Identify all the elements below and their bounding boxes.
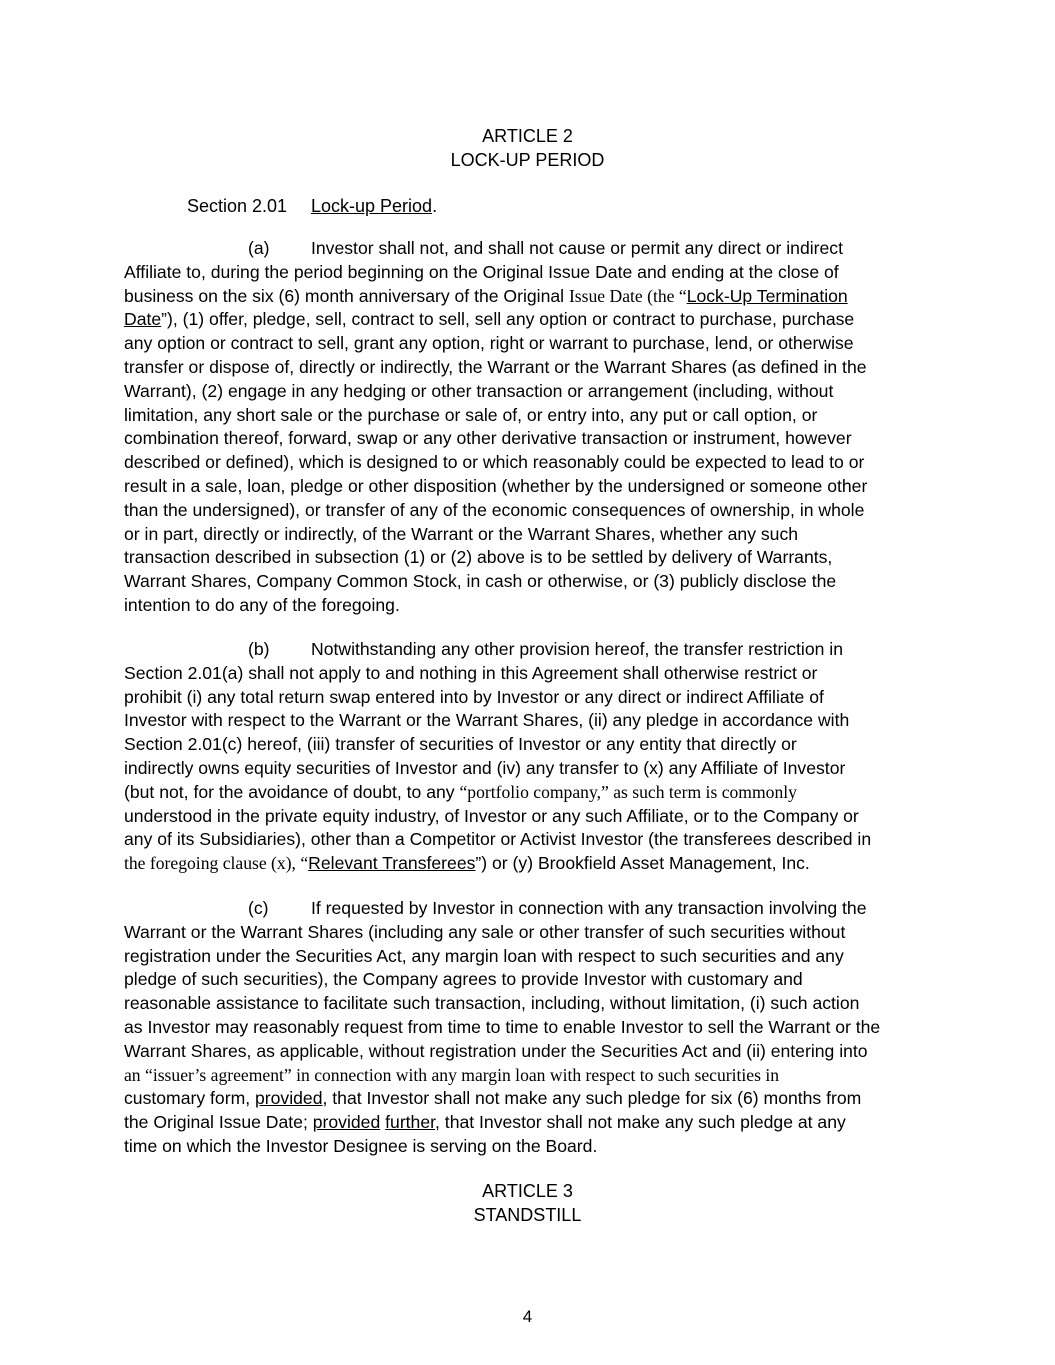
para-a-line: Date”), (1) offer, pledge, sell, contract to sell, sell any option or contract to purchase, purchase: [124, 309, 855, 330]
para-a-line: or in part, directly or indirectly, of the Warrant or the Warrant Shares, whether any such: [124, 523, 799, 544]
para-b-line: Investor with respect to the Warrant or the Warrant Shares, (ii) any pledge in accordance with: [124, 710, 850, 731]
para-c-line: Warrant Shares, as applicable, without registration under the Securities Act and (ii) entering into: [124, 1040, 868, 1061]
para-a-line: Affiliate to, during the period beginning on the Original Issue Date and ending at the close of: [124, 261, 839, 282]
para-c-line: Warrant or the Warrant Shares (including any sale or other transfer of such securities without: [124, 921, 846, 942]
section-number: Section 2.01: [187, 196, 288, 216]
para-a-line: intention to do any of the foregoing.: [124, 594, 400, 615]
para-b-marker: (b): [248, 639, 270, 659]
para-a-line: (a) Investor shall not, and shall not cause or permit any direct or indirect: [124, 237, 932, 261]
para-c-line: pledge of such securities), the Company agrees to provide Investor with customary and: [124, 969, 803, 990]
para-c-line: reasonable assistance to facilitate such transaction, including, without limitation, (i) such action: [124, 993, 860, 1014]
para-a-line: any option or contract to sell, grant any option, right or warrant to purchase, lend, or otherwise: [124, 333, 854, 354]
term-provided: provided: [255, 1088, 323, 1109]
term-provided: provided: [312, 1112, 381, 1133]
para-c-line: registration under the Securities Act, any margin loan with respect to such securities and any: [124, 945, 844, 966]
article-3-title: STANDSTILL: [473, 1205, 582, 1225]
para-b-line: Section 2.01(c) hereof, (iii) transfer of securities of Investor or any entity that directly or: [124, 734, 797, 755]
para-a-line: combination thereof, forward, swap or any other derivative transaction or instrument, however: [124, 428, 852, 449]
para-b-line: prohibit (i) any total return swap entered into by Investor or any direct or indirect Affiliate of: [124, 686, 824, 707]
para-c-line: time on which the Investor Designee is serving on the Board.: [124, 1135, 598, 1156]
article-2-heading: [0, 124, 1055, 172]
para-b-line: (but not, for the avoidance of doubt, to any “portfolio company,” as such term is commonly: [124, 781, 797, 802]
para-a-line: Warrant Shares, Company Common Stock, in cash or otherwise, or (3) publicly disclose the: [124, 571, 837, 592]
defined-term-date: Date: [124, 309, 162, 330]
paragraph-b: [124, 638, 932, 876]
para-c-line: (c) If requested by Investor in connection with any transaction involving the: [124, 897, 932, 921]
para-c-line: an “issuer’s agreement” in connection with any margin loan with respect to such securities in: [124, 1064, 780, 1085]
page-number: 4: [522, 1307, 533, 1326]
paragraph-a: [124, 237, 932, 618]
para-a-line: transfer or dispose of, directly or indirectly, the Warrant or the Warrant Shares (as defined in the: [124, 356, 867, 377]
section-title: Lock-up Period: [311, 196, 433, 216]
para-c-line: as Investor may reasonably request from time to time to enable Investor to sell the Warrant or the: [124, 1016, 881, 1037]
para-c-line: customary form, provided, that Investor shall not make any such pledge for six (6) months from: [124, 1088, 862, 1109]
defined-term-relevant-transferees: Relevant Transferees: [308, 853, 476, 874]
section-2-01-heading: [187, 194, 437, 218]
paragraph-c: [124, 897, 932, 1159]
article-2-title: LOCK-UP PERIOD: [450, 150, 605, 170]
para-c-line: the Original Issue Date; provided further, that Investor shall not make any such pledge at any: [124, 1112, 846, 1133]
para-a-marker: (a): [248, 238, 270, 258]
para-b-line: Section 2.01(a) shall not apply to and nothing in this Agreement shall otherwise restrict or: [124, 662, 818, 683]
para-a-line: business on the six (6) month anniversary of the Original Issue Date (the “Lock-Up Termination: [124, 285, 848, 306]
term-further: further: [385, 1112, 436, 1133]
para-b-line: any of its Subsidiaries), other than a Competitor or Activist Investor (the transferees described in: [124, 829, 872, 850]
defined-term-lock-up-termination: Lock-Up Termination: [686, 285, 848, 306]
para-a-line: described or defined), which is designed to or which reasonably could be expected to lead to or: [124, 452, 865, 473]
para-a-line: than the undersigned), or transfer of any of the economic consequences of ownership, in whole: [124, 499, 865, 520]
article-2-number: ARTICLE 2: [482, 126, 573, 146]
para-c-marker: (c): [248, 898, 269, 918]
article-3-number: ARTICLE 3: [482, 1181, 573, 1201]
para-b-line: the foregoing clause (x), “Relevant Transferees”) or (y) Brookfield Asset Management, Inc.: [124, 853, 810, 874]
para-a-line: transaction described in subsection (1) or (2) above is to be settled by delivery of Warrants,: [124, 547, 833, 568]
para-b-line: (b) Notwithstanding any other provision hereof, the transfer restriction in: [124, 638, 932, 662]
para-b-line: understood in the private equity industry, of Investor or any such Affiliate, or to the Company or: [124, 805, 859, 826]
article-3-heading: [0, 1179, 1055, 1227]
para-b-line: indirectly owns equity securities of Investor and (iv) any transfer to (x) any Affiliate of Investor: [124, 757, 846, 778]
para-a-line: result in a sale, loan, pledge or other disposition (whether by the undersigned or someone other: [124, 475, 868, 496]
para-a-line: Warrant), (2) engage in any hedging or other transaction or arrangement (including, without: [124, 380, 834, 401]
section-title-suffix: .: [432, 196, 438, 216]
para-a-line: limitation, any short sale or the purchase or sale of, or entry into, any put or call option, or: [124, 404, 818, 425]
